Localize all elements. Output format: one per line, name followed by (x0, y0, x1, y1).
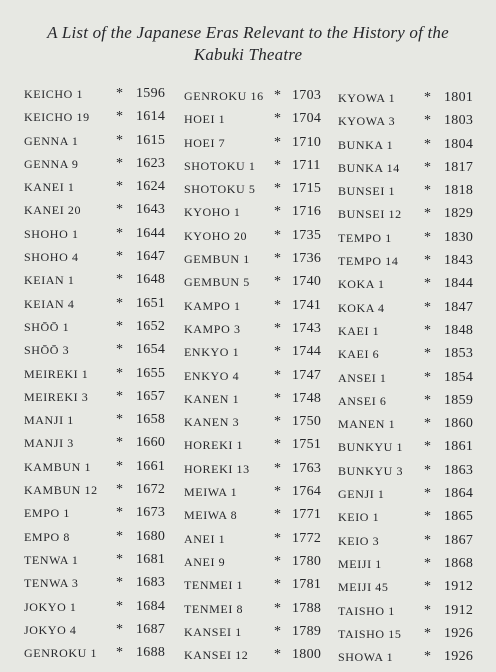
asterisk-separator: * (274, 437, 281, 453)
era-name: KOKA 1 (338, 277, 385, 292)
asterisk-separator: * (274, 320, 281, 336)
era-name: TEMPO 1 (338, 230, 392, 245)
era-name: KYOHO 1 (184, 205, 241, 220)
era-year: 1817 (444, 159, 474, 175)
asterisk-separator: * (116, 598, 123, 614)
asterisk-separator: * (116, 132, 123, 148)
era-name: MANEN 1 (338, 417, 396, 432)
asterisk-separator: * (274, 367, 281, 383)
era-year: 1751 (292, 437, 322, 453)
era-name: HOEI 7 (184, 135, 226, 150)
era-year: 1912 (444, 579, 474, 595)
asterisk-separator: * (116, 202, 123, 218)
era-year: 1672 (136, 482, 166, 498)
asterisk-separator: * (274, 157, 281, 173)
era-name: KANSEI 1 (184, 624, 242, 639)
era-name: TENWA 3 (24, 576, 79, 591)
era-year: 1780 (292, 553, 322, 569)
era-name: KANEI 1 (24, 180, 75, 195)
era-year: 1716 (292, 204, 322, 220)
era-name: GENNA 1 (24, 133, 79, 148)
era-year: 1704 (292, 111, 322, 127)
era-year: 1781 (292, 577, 322, 593)
asterisk-separator: * (116, 342, 123, 358)
era-name: KEICHO 1 (24, 87, 84, 101)
era-year: 1860 (444, 416, 474, 432)
era-year: 1818 (444, 183, 474, 199)
era-name: SHOTOKU 1 (184, 158, 256, 173)
asterisk-separator: * (116, 458, 123, 474)
asterisk-separator: * (424, 392, 431, 408)
era-year: 1764 (292, 484, 322, 500)
era-name: ANEI 1 (184, 531, 226, 546)
asterisk-separator: * (424, 322, 431, 338)
era-year: 1854 (444, 369, 474, 385)
era-name: MANJI 3 (24, 436, 74, 451)
asterisk-separator: * (116, 645, 123, 661)
era-name: ENKYO 1 (184, 345, 240, 360)
era-year: 1651 (136, 295, 166, 311)
era-year: 1763 (292, 460, 322, 476)
asterisk-separator: * (424, 346, 431, 362)
asterisk-separator: * (116, 225, 123, 241)
asterisk-separator: * (274, 577, 281, 593)
era-name: ENKYO 4 (184, 368, 240, 383)
era-year: 1772 (292, 530, 322, 546)
era-year: 1748 (292, 390, 322, 406)
era-year: 1868 (444, 555, 474, 571)
asterisk-separator: * (116, 365, 123, 381)
asterisk-separator: * (424, 625, 431, 641)
era-name: MANJI 1 (24, 413, 74, 428)
era-name: MEIREKI 3 (24, 389, 89, 404)
asterisk-separator: * (116, 272, 123, 288)
era-year: 1681 (136, 551, 166, 567)
era-year: 1743 (292, 320, 322, 336)
asterisk-separator: * (424, 206, 431, 222)
asterisk-separator: * (424, 486, 431, 502)
era-name: KAEI 6 (338, 347, 380, 362)
era-year: 1750 (292, 414, 322, 430)
era-name: GENROKU 1 (24, 646, 98, 661)
era-name: GEMBUN 5 (184, 275, 250, 290)
era-year: 1861 (444, 439, 474, 455)
era-year: 1843 (444, 253, 474, 269)
asterisk-separator: * (274, 274, 281, 290)
era-year: 1853 (444, 346, 474, 362)
asterisk-separator: * (274, 390, 281, 406)
era-name: HOREKI 13 (184, 461, 250, 476)
asterisk-separator: * (424, 509, 431, 525)
era-name: ANEI 9 (184, 554, 226, 569)
asterisk-separator: * (116, 621, 123, 637)
era-name: JOKYO 1 (24, 599, 77, 614)
era-name: EMPO 1 (24, 506, 70, 521)
era-year: 1788 (292, 600, 322, 616)
asterisk-separator: * (116, 295, 123, 311)
era-year: 1652 (136, 318, 166, 334)
asterisk-separator: * (274, 251, 281, 267)
asterisk-separator: * (274, 623, 281, 639)
era-name: GENROKU 16 (184, 89, 264, 103)
era-year: 1771 (292, 507, 322, 523)
asterisk-separator: * (424, 555, 431, 571)
asterisk-separator: * (424, 462, 431, 478)
era-year: 1655 (136, 365, 166, 381)
asterisk-separator: * (116, 575, 123, 591)
era-year: 1859 (444, 392, 474, 408)
asterisk-separator: * (274, 460, 281, 476)
asterisk-separator: * (116, 551, 123, 567)
asterisk-separator: * (274, 344, 281, 360)
asterisk-separator: * (424, 276, 431, 292)
asterisk-separator: * (116, 86, 123, 101)
era-year: 1789 (292, 623, 322, 639)
era-name: KEICHO 19 (24, 110, 90, 125)
era-year: 1830 (444, 229, 474, 245)
asterisk-separator: * (274, 204, 281, 220)
title-line-2: Kabuki Theatre (193, 45, 303, 64)
era-year: 1847 (444, 299, 474, 315)
era-year: 1803 (444, 113, 474, 129)
asterisk-separator: * (424, 136, 431, 152)
era-year: 1644 (136, 225, 166, 241)
era-name: KANEN 3 (184, 415, 240, 430)
era-name: TENMEI 8 (184, 601, 244, 616)
era-year: 1864 (444, 486, 474, 502)
era-year: 1800 (292, 647, 322, 663)
era-year: 1647 (136, 249, 166, 265)
asterisk-separator: * (424, 299, 431, 315)
asterisk-separator: * (274, 553, 281, 569)
asterisk-separator: * (274, 227, 281, 243)
era-year: 1740 (292, 274, 322, 290)
asterisk-separator: * (116, 179, 123, 195)
era-table (0, 86, 496, 665)
era-name: KAMPO 3 (184, 321, 241, 336)
asterisk-separator: * (274, 530, 281, 546)
era-name: MEIJI 45 (338, 580, 389, 595)
era-name: KOKA 4 (338, 300, 385, 315)
era-year: 1623 (136, 155, 166, 171)
asterisk-separator: * (274, 134, 281, 150)
era-name: KYOHO 20 (184, 228, 248, 243)
era-year: 1926 (444, 649, 474, 665)
era-name: KANEI 20 (24, 203, 82, 218)
era-name: TENWA 1 (24, 552, 79, 567)
asterisk-separator: * (116, 318, 123, 334)
era-name: TAISHO 15 (338, 626, 402, 641)
asterisk-separator: * (424, 369, 431, 385)
era-year: 1657 (136, 388, 166, 404)
asterisk-separator: * (116, 482, 123, 498)
era-name: TEMPO 14 (338, 254, 399, 269)
era-name: BUNSEI 12 (338, 207, 402, 222)
era-year: 1687 (136, 621, 166, 637)
era-name: JOKYO 4 (24, 622, 77, 637)
era-year: 1736 (292, 251, 322, 267)
era-year: 1643 (136, 202, 166, 218)
era-name: KEIAN 1 (24, 273, 75, 288)
era-year: 1711 (292, 157, 321, 173)
era-year: 1844 (444, 276, 474, 292)
era-name: GENJI 1 (338, 487, 385, 502)
asterisk-separator: * (274, 111, 281, 127)
asterisk-separator: * (424, 532, 431, 548)
era-name: MEIJI 1 (338, 556, 382, 571)
asterisk-separator: * (274, 414, 281, 430)
era-name: BUNKA 14 (338, 160, 400, 175)
asterisk-separator: * (424, 113, 431, 129)
era-year: 1614 (136, 109, 166, 125)
asterisk-separator: * (274, 647, 281, 663)
era-year: 1801 (444, 90, 474, 105)
era-year: 1804 (444, 136, 474, 152)
asterisk-separator: * (424, 649, 431, 665)
era-name: MEIWA 8 (184, 508, 238, 523)
title-line-1: A List of the Japanese Eras Relevant to the History of the (47, 23, 449, 42)
era-year: 1648 (136, 272, 166, 288)
asterisk-separator: * (274, 297, 281, 313)
asterisk-separator: * (424, 229, 431, 245)
era-name: KYOWA 3 (338, 114, 396, 129)
era-name: MEIREKI 1 (24, 366, 89, 381)
asterisk-separator: * (274, 484, 281, 500)
era-year: 1863 (444, 462, 474, 478)
era-year: 1703 (292, 88, 322, 103)
asterisk-separator: * (424, 579, 431, 595)
era-name: KAMBUN 1 (24, 459, 92, 474)
era-name: TENMEI 1 (184, 578, 244, 593)
asterisk-separator: * (116, 109, 123, 125)
era-name: KEIO 3 (338, 533, 380, 548)
era-name: SHŌŌ 3 (24, 343, 70, 358)
era-name: SHŌŌ 1 (24, 319, 70, 334)
era-year: 1615 (136, 132, 166, 148)
era-name: SHOHO 1 (24, 226, 79, 241)
era-year: 1747 (292, 367, 322, 383)
era-name: GENNA 9 (24, 156, 79, 171)
era-name: HOREKI 1 (184, 438, 244, 453)
asterisk-separator: * (424, 439, 431, 455)
era-year: 1926 (444, 625, 474, 641)
asterisk-separator: * (116, 435, 123, 451)
era-year: 1829 (444, 206, 474, 222)
era-name: KAMBUN 12 (24, 483, 98, 498)
era-year: 1660 (136, 435, 166, 451)
era-name: BUNSEI 1 (338, 184, 396, 199)
era-name: BUNKYU 3 (338, 463, 404, 478)
asterisk-separator: * (116, 505, 123, 521)
asterisk-separator: * (116, 412, 123, 428)
era-name: ANSEI 1 (338, 370, 387, 385)
era-year: 1744 (292, 344, 322, 360)
era-name: KANEN 1 (184, 391, 240, 406)
asterisk-separator: * (274, 507, 281, 523)
asterisk-separator: * (424, 90, 431, 105)
era-year: 1867 (444, 532, 474, 548)
asterisk-separator: * (424, 602, 431, 618)
asterisk-separator: * (116, 528, 123, 544)
era-name: EMPO 8 (24, 529, 70, 544)
era-year: 1710 (292, 134, 322, 150)
era-year: 1688 (136, 645, 166, 661)
era-year: 1715 (292, 181, 322, 197)
era-year: 1680 (136, 528, 166, 544)
era-name: SHOTOKU 5 (184, 182, 256, 197)
asterisk-separator: * (116, 388, 123, 404)
asterisk-separator: * (424, 183, 431, 199)
asterisk-separator: * (274, 181, 281, 197)
era-name: GEMBUN 1 (184, 252, 250, 267)
era-year: 1741 (292, 297, 322, 313)
era-name: HOEI 1 (184, 112, 226, 127)
asterisk-separator: * (116, 249, 123, 265)
era-name: KEIO 1 (338, 510, 380, 525)
era-year: 1735 (292, 227, 322, 243)
era-name: SHOHO 4 (24, 250, 79, 265)
era-year: 1848 (444, 322, 474, 338)
era-name: KEIAN 4 (24, 296, 75, 311)
era-name: KAEI 1 (338, 323, 380, 338)
era-name: SHOWA 1 (338, 650, 394, 665)
era-name: BUNKA 1 (338, 137, 394, 152)
era-year: 1912 (444, 602, 474, 618)
era-name: TAISHO 1 (338, 603, 395, 618)
era-year: 1673 (136, 505, 166, 521)
asterisk-separator: * (274, 88, 281, 103)
page-title (0, 22, 496, 66)
era-name: BUNKYU 1 (338, 440, 404, 455)
era-name: KANSEI 12 (184, 648, 249, 663)
era-name: ANSEI 6 (338, 393, 387, 408)
asterisk-separator: * (274, 600, 281, 616)
era-year: 1624 (136, 179, 166, 195)
era-year: 1661 (136, 458, 166, 474)
era-year: 1596 (136, 86, 166, 101)
era-year: 1654 (136, 342, 166, 358)
era-year: 1683 (136, 575, 166, 591)
era-name: KYOWA 1 (338, 91, 396, 105)
era-year: 1684 (136, 598, 166, 614)
asterisk-separator: * (116, 155, 123, 171)
era-year: 1865 (444, 509, 474, 525)
asterisk-separator: * (424, 159, 431, 175)
era-name: MEIWA 1 (184, 485, 238, 500)
asterisk-separator: * (424, 253, 431, 269)
asterisk-separator: * (424, 416, 431, 432)
era-name: KAMPO 1 (184, 298, 241, 313)
era-year: 1658 (136, 412, 166, 428)
